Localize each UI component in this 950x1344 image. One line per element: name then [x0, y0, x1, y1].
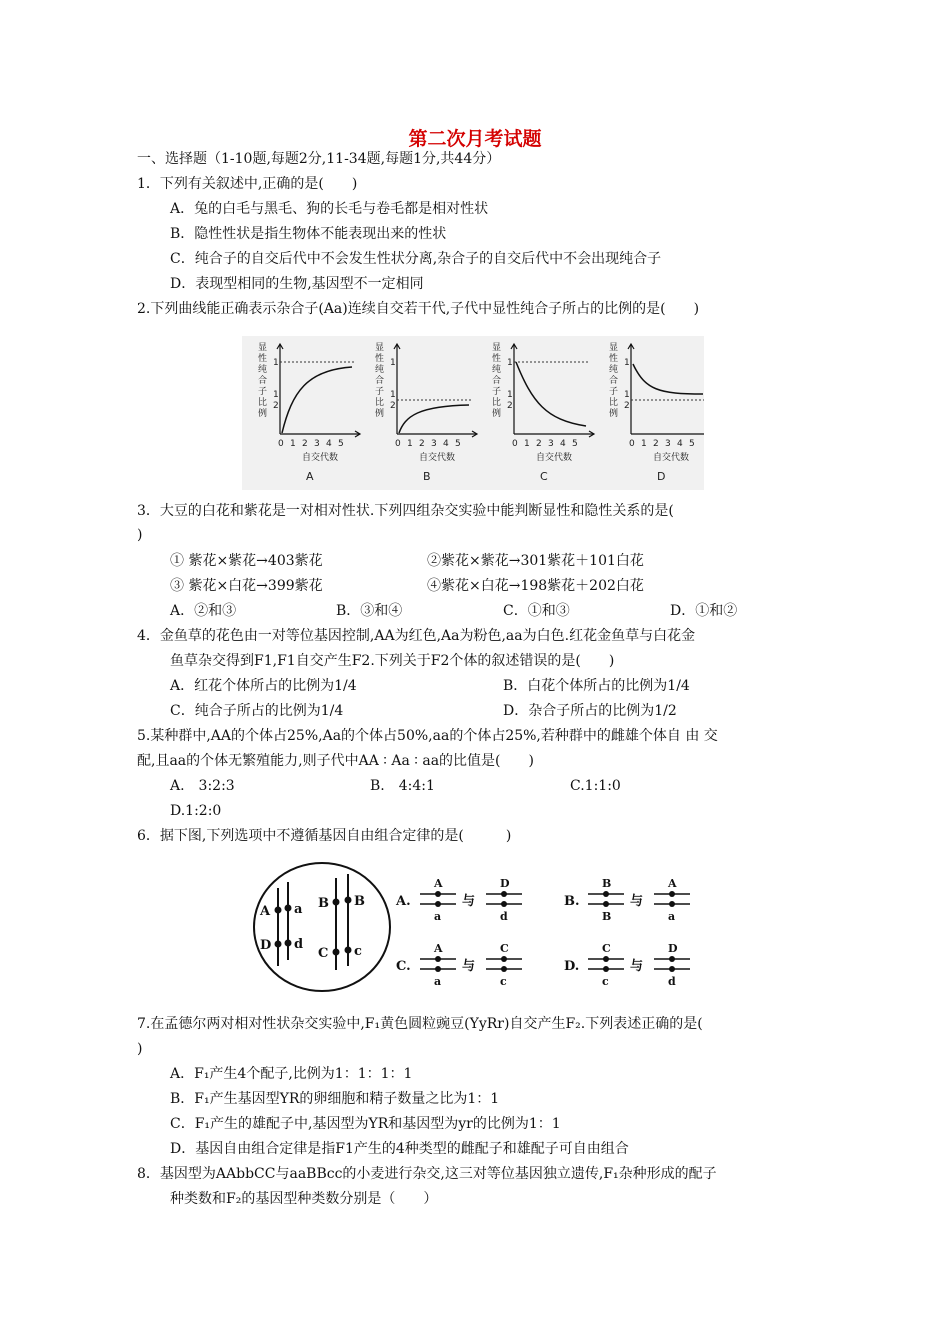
y-axis-label-char: 子 [609, 387, 619, 397]
gene-locus [333, 949, 340, 956]
gene-a: a [294, 902, 303, 917]
y-axis-label-char: 性 [492, 354, 502, 364]
q6-chromosome-svg [252, 860, 720, 994]
panel-label: C [540, 470, 548, 483]
curve [399, 405, 469, 433]
with-label: 与 [630, 894, 644, 909]
gene-locus [285, 940, 292, 947]
x-tick-label: 4 [677, 439, 683, 449]
q4-option-d: D．杂合子所占的比例为1/2 [503, 703, 677, 719]
page-title: 第二次月考试题 [408, 128, 542, 150]
gene-label: A [434, 877, 443, 890]
gene-label: B [602, 877, 612, 890]
y-tick-one: 1 [624, 358, 630, 368]
q3-experiment-1: ① 紫花×紫花→403紫花 [170, 553, 323, 569]
q6-option-d-pairs [588, 942, 690, 988]
x-axis-label: 自交代数 [653, 453, 690, 463]
curve [633, 364, 703, 394]
q7-option-c: C．F₁产生的雄配子中,基因型为YR和基因型为yr的比例为1：1 [170, 1116, 561, 1132]
q7-stem-end: ) [137, 1041, 143, 1057]
q6-option-b-label: B. [564, 894, 580, 909]
q3-option-a: A．②和③ [170, 603, 237, 619]
y-axis-label-char: 比 [609, 398, 619, 408]
gene-label: a [434, 975, 442, 988]
gene-label: A [668, 877, 677, 890]
q3-experiment-3: ③ 紫花×白花→399紫花 [170, 578, 323, 594]
gene-B-left: B [318, 896, 329, 911]
q6-option-d-label: D. [564, 959, 580, 974]
y-axis-label-char: 纯 [492, 365, 502, 375]
x-tick-label: 3 [431, 439, 437, 449]
q7-option-a: A．F₁产生4个配子,比例为1：1：1：1 [170, 1066, 413, 1082]
gene-C: C [318, 946, 329, 961]
gene-locus [333, 899, 340, 906]
section-heading: 一、选择题（1-10题,每题2分,11-34题,每题1分,共44分） [137, 151, 501, 167]
q5-option-a: A. 3:2:3 [170, 778, 235, 794]
y-tick-half-num: 1 [390, 390, 396, 400]
gene-label: C [500, 942, 509, 955]
y-axis-label-char: 例 [375, 409, 385, 419]
q4-stem-line1: 4．金鱼草的花色由一对等位基因控制,AA为红色,Aa为粉色,aa为白色.红花金鱼草与白花金 [137, 628, 696, 644]
x-tick-label: 5 [689, 439, 695, 449]
with-label: 与 [630, 959, 644, 974]
q3-option-d: D．①和② [670, 603, 738, 619]
q1-option-a: A．兔的白毛与黑毛、狗的长毛与卷毛都是相对性状 [170, 201, 489, 217]
gene-label: B [602, 910, 612, 923]
y-tick-half-num: 1 [624, 390, 630, 400]
curve [282, 367, 352, 433]
gene-label: c [500, 975, 507, 988]
q2-graph-panel [242, 336, 704, 490]
q6-option-c-label: C. [396, 959, 411, 974]
q3-experiment-2: ②紫花×紫花→301紫花＋101白花 [427, 553, 644, 569]
gene-label: d [668, 975, 676, 988]
gene-A: A [260, 904, 271, 919]
x-tick-label: 4 [560, 439, 566, 449]
x-tick-label: 2 [419, 439, 425, 449]
gene-locus [345, 897, 352, 904]
with-label: 与 [462, 959, 476, 974]
x-tick-label: 3 [548, 439, 554, 449]
q4-option-a: A．红花个体所占的比例为1/4 [170, 678, 357, 694]
y-tick-one: 1 [273, 358, 279, 368]
x-tick-label: 4 [326, 439, 332, 449]
y-axis-label-char: 子 [492, 387, 502, 397]
x-tick-label: 1 [641, 439, 647, 449]
gene-locus [275, 941, 282, 948]
x-tick-label: 0 [278, 439, 284, 449]
gene-label: A [434, 942, 443, 955]
q4-option-c: C．纯合子所占的比例为1/4 [170, 703, 344, 719]
y-tick-half-den: 2 [273, 401, 279, 411]
q3-stem: 3．大豆的白花和紫花是一对相对性状.下列四组杂交实验中能判断显性和隐性关系的是( [137, 503, 674, 519]
q3-option-b: B．③和④ [336, 603, 403, 619]
gene-locus [345, 947, 352, 954]
q8-stem-line2: 种类数和F₂的基因型种类数分别是（ ） [170, 1191, 438, 1207]
q7-option-b: B．F₁产生基因型YR的卵细胞和精子数量之比为1：1 [170, 1091, 500, 1107]
y-axis-label-char: 纯 [609, 365, 619, 375]
x-tick-label: 5 [572, 439, 578, 449]
x-tick-label: 5 [455, 439, 461, 449]
q6-option-c-pairs [420, 942, 522, 988]
x-tick-label: 0 [629, 439, 635, 449]
x-tick-label: 3 [665, 439, 671, 449]
y-axis-label-char: 子 [258, 387, 268, 397]
gene-locus [275, 907, 282, 914]
x-tick-label: 0 [395, 439, 401, 449]
q6-chromosome-figure [252, 860, 720, 994]
gene-label: C [602, 942, 611, 955]
gene-label: a [668, 910, 676, 923]
q5-option-c: C.1:1:0 [570, 778, 621, 794]
x-tick-label: 2 [536, 439, 542, 449]
q5-option-b: B. 4:4:1 [370, 778, 435, 794]
x-tick-label: 2 [302, 439, 308, 449]
x-tick-label: 0 [512, 439, 518, 449]
y-axis-label-char: 比 [258, 398, 268, 408]
q5-stem-line1: 5.某种群中,AA的个体占25%,Aa的个体占50%,aa的个体占25%,若种群中的雌雄个体自 由 交 [137, 728, 718, 744]
q1-option-d: D．表现型相同的生物,基因型不一定相同 [170, 276, 424, 292]
q3-option-c: C．①和③ [503, 603, 570, 619]
with-label: 与 [462, 894, 476, 909]
y-axis-label-char: 合 [609, 376, 619, 386]
y-tick-half-den: 2 [390, 401, 396, 411]
gene-c: c [354, 944, 362, 959]
gene-D: D [260, 938, 272, 953]
y-axis-label-char: 例 [492, 409, 502, 419]
q6-option-b-pairs [588, 877, 690, 923]
q3-experiment-4: ④紫花×白花→198紫花＋202白花 [427, 578, 644, 594]
q3-stem-end: ) [137, 527, 143, 543]
q1-option-b: B．隐性性状是指生物体不能表现出来的性状 [170, 226, 447, 242]
x-tick-label: 5 [338, 439, 344, 449]
panel-label: D [657, 470, 666, 483]
q5-option-d: D.1:2:0 [170, 803, 222, 819]
y-axis-label-char: 合 [492, 376, 502, 386]
y-axis-label-char: 例 [609, 409, 619, 419]
x-axis-label: 自交代数 [536, 453, 573, 463]
q8-stem-line1: 8．基因型为AAbbCC与aaBBcc的小麦进行杂交,这三对等位基因独立遗传,F₁杂种形成的配子 [137, 1166, 717, 1182]
y-axis-label-char: 性 [375, 354, 385, 364]
q4-option-b: B．白花个体所占的比例为1/4 [503, 678, 690, 694]
y-axis-label-char: 合 [258, 376, 268, 386]
y-axis-label-char: 纯 [375, 365, 385, 375]
panel-label: A [306, 470, 314, 483]
q5-stem-line2: 配,且aa的个体无繁殖能力,则子代中AA ∶ Aa ∶ aa的比值是( ) [137, 753, 534, 769]
y-axis-label-char: 显 [492, 343, 502, 353]
x-tick-label: 4 [443, 439, 449, 449]
x-axis-label: 自交代数 [419, 453, 456, 463]
q4-stem-line2: 鱼草杂交得到F1,F1自交产生F2.下列关于F2个体的叙述错误的是( ) [170, 653, 615, 669]
x-tick-label: 3 [314, 439, 320, 449]
y-tick-half-num: 1 [507, 390, 513, 400]
gene-label: d [500, 910, 508, 923]
x-tick-label: 2 [653, 439, 659, 449]
y-axis-label-char: 性 [258, 354, 268, 364]
y-axis-label-char: 例 [258, 409, 268, 419]
q6-stem: 6．据下图,下列选项中不遵循基因自由组合定律的是( ) [137, 828, 512, 844]
y-axis-label-char: 纯 [258, 365, 268, 375]
gene-B-right: B [354, 894, 365, 909]
q1-option-c: C．纯合子的自交后代中不会发生性状分离,杂合子的自交后代中不会出现纯合子 [170, 251, 662, 267]
q2-stem: 2.下列曲线能正确表示杂合子(Aa)连续自交若干代,子代中显性纯合子所占的比例的是( ) [137, 301, 700, 317]
panel-label: B [423, 470, 431, 483]
y-tick-one: 1 [507, 358, 513, 368]
gene-d: d [294, 937, 304, 952]
y-tick-one: 1 [390, 358, 396, 368]
y-axis-label-char: 性 [609, 354, 619, 364]
y-axis-label-char: 显 [258, 343, 268, 353]
y-axis-label-char: 显 [375, 343, 385, 353]
y-axis-label-char: 子 [375, 387, 385, 397]
q6-option-a-label: A. [396, 894, 411, 909]
curve [516, 362, 586, 426]
x-tick-label: 1 [407, 439, 413, 449]
q1-stem: 1．下列有关叙述中,正确的是( ) [137, 176, 358, 192]
q6-option-a-pairs [420, 877, 522, 923]
y-axis-label-char: 比 [492, 398, 502, 408]
q7-option-d: D．基因自由组合定律是指F1产生的4种类型的雌配子和雄配子可自由组合 [170, 1141, 629, 1157]
gene-label: D [668, 942, 678, 955]
q2-curves-figure [242, 336, 704, 490]
gene-label: a [434, 910, 442, 923]
cell-outline [254, 863, 390, 991]
x-tick-label: 1 [290, 439, 296, 449]
y-axis-label-char: 合 [375, 376, 385, 386]
gene-label: D [500, 877, 510, 890]
x-tick-label: 1 [524, 439, 530, 449]
y-axis-label-char: 显 [609, 343, 619, 353]
gene-label: c [602, 975, 609, 988]
y-axis-label-char: 比 [375, 398, 385, 408]
gene-locus [285, 905, 292, 912]
y-tick-half-den: 2 [624, 401, 630, 411]
x-axis-label: 自交代数 [302, 453, 339, 463]
y-tick-half-num: 1 [273, 390, 279, 400]
q7-stem: 7.在孟德尔两对相对性状杂交实验中,F₁黄色圆粒豌豆(YyRr)自交产生F₂.下列表述正确的是( [137, 1016, 703, 1032]
y-tick-half-den: 2 [507, 401, 513, 411]
